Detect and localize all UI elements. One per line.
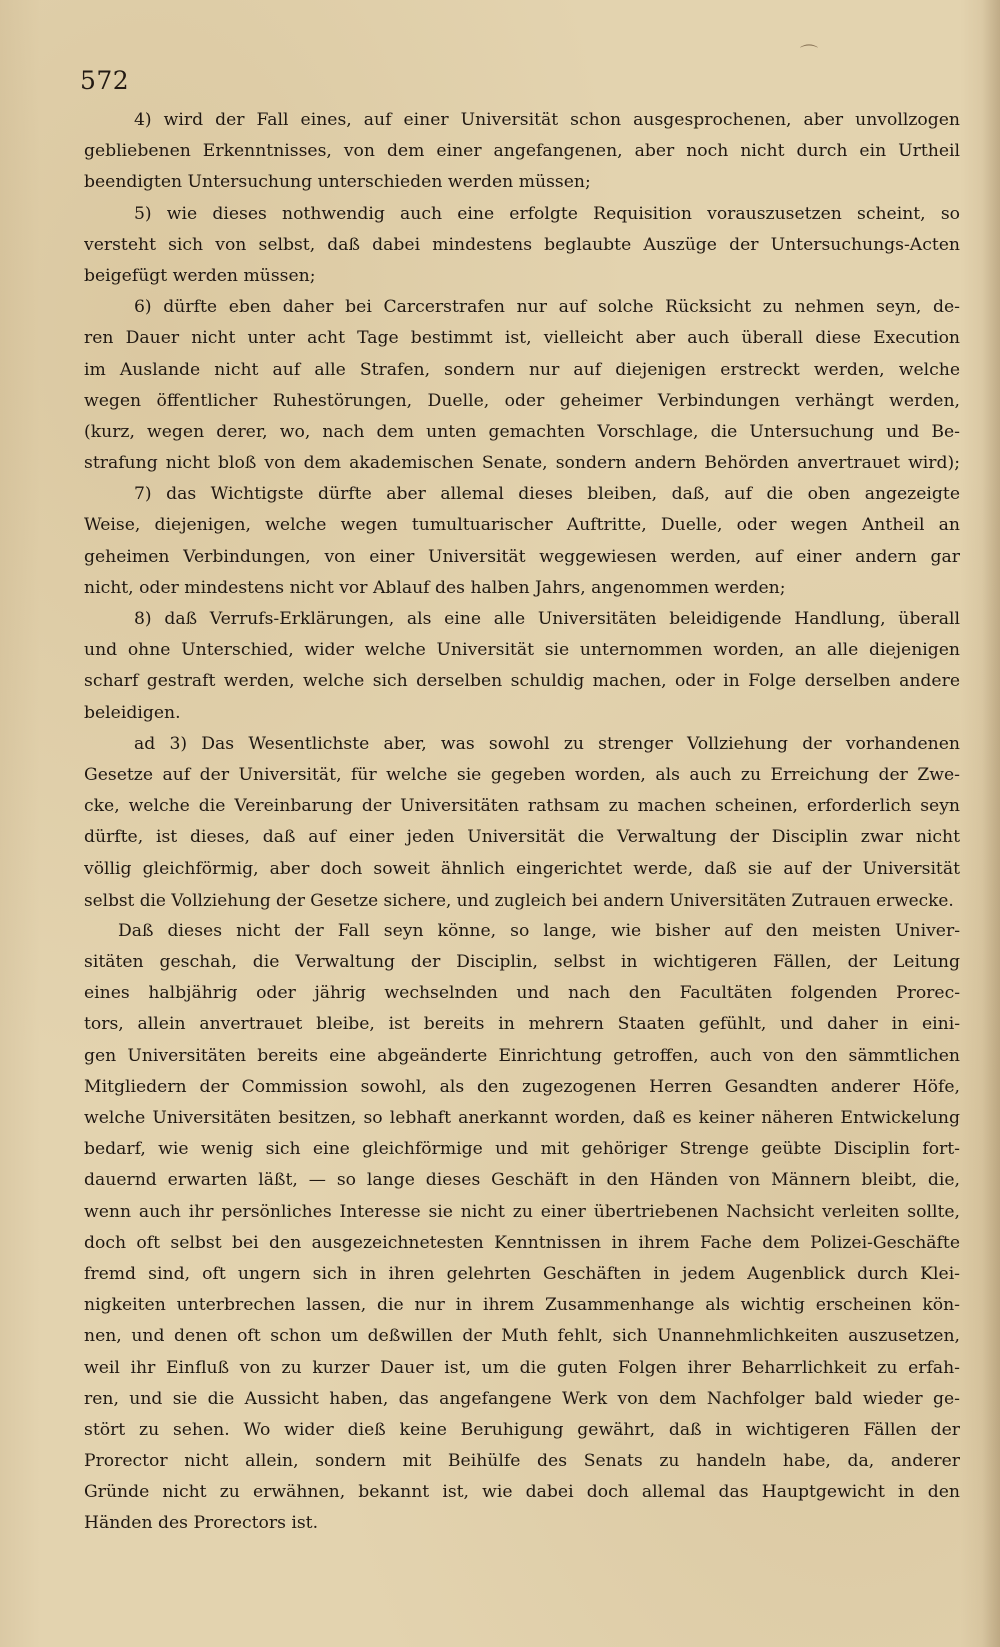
text-line: Gesetze auf der Universität, für welche sie gegeben worden, als auch zu Erreichung der Zwe- bbox=[84, 764, 960, 785]
page-number: 572 bbox=[80, 66, 130, 95]
text-line: cke, welche die Vereinbarung der Universitäten rathsam zu machen scheinen, erforderlich seyn bbox=[84, 796, 960, 817]
text-line: nicht, oder mindestens nicht vor Ablauf des halben Jahrs, angenommen werden; bbox=[84, 577, 786, 598]
text-line: nigkeiten unterbrechen lassen, die nur in ihrem Zusammenhange als wichtig erscheinen kön- bbox=[84, 1295, 960, 1316]
text-line: dürfte, ist dieses, daß auf einer jeden Universität die Verwaltung der Disciplin zwar nicht bbox=[84, 827, 960, 848]
text-line: 5) wie dieses nothwendig auch eine erfolgte Requisition vorauszusetzen scheint, so bbox=[134, 203, 960, 224]
text-line: Händen des Prorectors ist. bbox=[84, 1513, 319, 1534]
text-line: (kurz, wegen derer, wo, nach dem unten gemachten Vorschlage, die Untersuchung und Be- bbox=[84, 421, 960, 442]
text-line: beigefügt werden müssen; bbox=[84, 265, 316, 286]
text-line: ad 3) Das Wesentlichste aber, was sowohl zu strenger Vollziehung der vorhandenen bbox=[134, 733, 960, 754]
text-line: scharf gestraft werden, welche sich derselben schuldig machen, oder in Folge derselben andere bbox=[84, 671, 960, 692]
text-line: Daß dieses nicht der Fall seyn könne, so lange, wie bisher auf den meisten Univer- bbox=[118, 920, 960, 941]
text-line: dauernd erwarten läßt, — so lange dieses Geschäft in den Händen von Männern bleibt, die, bbox=[84, 1170, 960, 1191]
text-line: beleidigen. bbox=[84, 702, 181, 723]
text-line: ren Dauer nicht unter acht Tage bestimmt ist, vielleicht aber auch überall diese Execution bbox=[84, 328, 960, 349]
text-line: wenn auch ihr persönliches Interesse sie nicht zu einer übertriebenen Nachsicht verleiten sollte, bbox=[84, 1201, 960, 1222]
text-line: Prorector nicht allein, sondern mit Beihülfe des Senats zu handeln habe, da, anderer bbox=[84, 1451, 960, 1472]
text-line: Weise, diejenigen, welche wegen tumultuarischer Auftritte, Duelle, oder wegen Antheil an bbox=[84, 515, 960, 536]
text-line: tors, allein anvertrauet bleibe, ist bereits in mehrern Staaten gefühlt, und daher in eini- bbox=[84, 1014, 960, 1035]
text-line: gebliebenen Erkenntnisses, von dem einer angefangenen, aber noch nicht durch ein Urtheil bbox=[84, 141, 960, 162]
text-line: strafung nicht bloß von dem akademischen Senate, sondern andern Behörden anvertrauet wird); bbox=[84, 453, 960, 474]
text-line: ren, und sie die Aussicht haben, das angefangene Werk von dem Nachfolger bald wieder ge- bbox=[84, 1388, 960, 1409]
text-line: eines halbjährig oder jährig wechselnden und nach den Facultäten folgenden Prorec- bbox=[84, 983, 960, 1004]
text-line: sitäten geschah, die Verwaltung der Disciplin, selbst in wichtigeren Fällen, der Leitung bbox=[84, 952, 960, 973]
text-line: doch oft selbst bei den ausgezeichnetesten Kenntnissen in ihrem Fache dem Polizei-Geschäfte bbox=[84, 1232, 960, 1253]
corner-mark: ⌒ bbox=[800, 44, 818, 65]
text-line: weil ihr Einfluß von zu kurzer Dauer ist, um die guten Folgen ihrer Beharrlichkeit zu erfah- bbox=[84, 1357, 960, 1378]
text-line: 8) daß Verrufs-Erklärungen, als eine alle Universitäten beleidigende Handlung, überall bbox=[134, 609, 960, 629]
text-line: 7) das Wichtigste dürfte aber allemal dieses bleiben, daß, auf die oben angezeigte bbox=[134, 484, 960, 505]
text-line: im Auslande nicht auf alle Strafen, sondern nur auf diejenigen erstreckt werden, welche bbox=[84, 359, 960, 380]
text-line: stört zu sehen. Wo wider dieß keine Beruhigung gewährt, daß in wichtigeren Fällen der bbox=[84, 1419, 960, 1440]
text-line: versteht sich von selbst, daß dabei mindestens beglaubte Auszüge der Untersuchungs-Acten bbox=[84, 234, 960, 255]
text-line: nen, und denen oft schon um deßwillen der Muth fehlt, sich Unannehmlichkeiten auszusetzen, bbox=[84, 1326, 960, 1347]
text-line: geheimen Verbindungen, von einer Universität weggewiesen werden, auf einer andern gar bbox=[84, 546, 960, 567]
text-line: 6) dürfte eben daher bei Carcerstrafen nur auf solche Rücksicht zu nehmen seyn, de- bbox=[134, 297, 960, 318]
page-edge-shadow bbox=[982, 0, 1000, 1647]
text-line: und ohne Unterschied, wider welche Universität sie unternommen worden, an alle diejenigen bbox=[84, 640, 960, 661]
text-line: Mitgliedern der Commission sowohl, als den zugezogenen Herren Gesandten anderer Höfe, bbox=[84, 1076, 960, 1097]
text-line: gen Universitäten bereits eine abgeänderte Einrichtung getroffen, auch von den sämmtlichen bbox=[84, 1045, 960, 1066]
text-line: selbst die Vollziehung der Gesetze sichere, und zugleich bei andern Universitäten Zutrauen erwecke. bbox=[84, 889, 954, 910]
text-line: fremd sind, oft ungern sich in ihren gelehrten Geschäften in jedem Augenblick durch Klei- bbox=[84, 1263, 960, 1284]
text-line: welche Universitäten besitzen, so lebhaft anerkannt worden, daß es keiner näheren Entwickelung bbox=[84, 1108, 960, 1128]
text-line: Gründe nicht zu erwähnen, bekannt ist, wie dabei doch allemal das Hauptgewicht in den bbox=[84, 1482, 960, 1503]
text-line: bedarf, wie wenig sich eine gleichförmige und mit gehöriger Strenge geübte Disciplin fort- bbox=[84, 1139, 960, 1160]
body-text bbox=[84, 105, 960, 1540]
text-line: völlig gleichförmig, aber doch soweit ähnlich eingerichtet werde, daß sie auf der Universität bbox=[84, 858, 960, 879]
text-line: 4) wird der Fall eines, auf einer Universität schon ausgesprochenen, aber unvollzogen bbox=[134, 110, 960, 130]
text-line: wegen öffentlicher Ruhestörungen, Duelle, oder geheimer Verbindungen verhängt werden, bbox=[84, 390, 960, 411]
text-line: beendigten Untersuchung unterschieden werden müssen; bbox=[84, 172, 591, 193]
